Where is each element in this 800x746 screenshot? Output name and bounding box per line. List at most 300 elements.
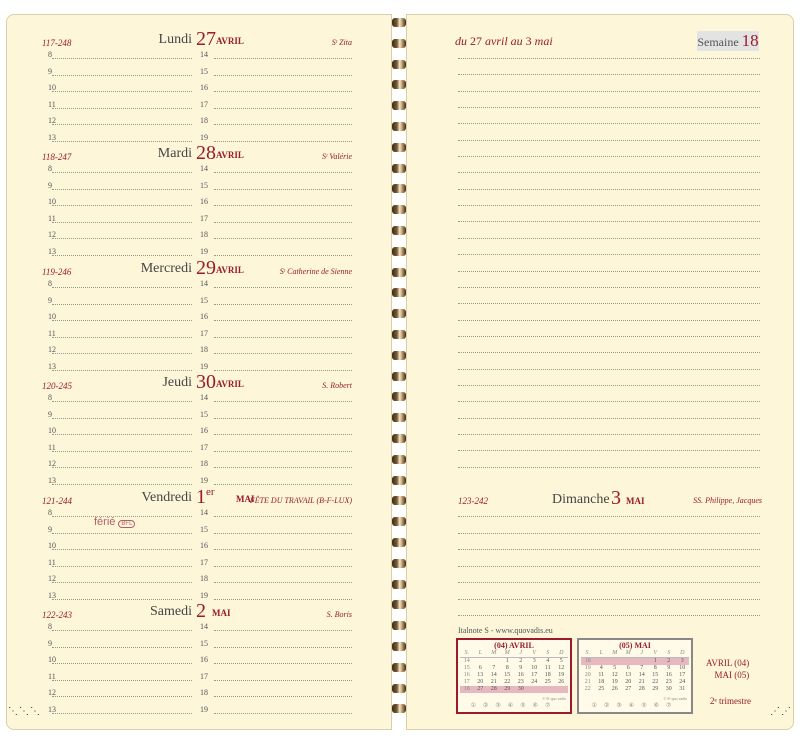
calendar-day: 29	[501, 686, 515, 693]
day-date	[196, 257, 216, 280]
spiral-ring	[392, 80, 406, 89]
calendar-weekday: S.	[460, 650, 474, 658]
calendar-note: © 6ᵉ quo vadis	[542, 696, 566, 701]
hour-label: 17	[200, 213, 208, 223]
calendar-weekday: J	[635, 650, 649, 658]
hour-line[interactable]	[214, 304, 352, 305]
calendar-day	[555, 686, 569, 693]
day-month: AVRIL	[216, 150, 244, 160]
hour-label: 8	[48, 164, 52, 173]
hour-line[interactable]	[214, 418, 352, 419]
hour-label: 19	[200, 361, 208, 371]
holiday-country-icons: BFL	[118, 520, 135, 528]
hour-line[interactable]	[52, 337, 192, 338]
spiral-ring	[392, 101, 406, 110]
hour-line[interactable]	[214, 599, 352, 600]
hour-line[interactable]	[214, 647, 352, 648]
note-line[interactable]	[458, 189, 760, 190]
day-of-year: 119-246	[42, 267, 72, 277]
calendar-day: 13	[477, 672, 484, 678]
hour-line[interactable]	[214, 533, 352, 534]
hour-label: 8	[48, 508, 52, 517]
note-line[interactable]	[458, 221, 760, 222]
hour-line[interactable]	[52, 566, 192, 567]
hour-line[interactable]	[52, 108, 192, 109]
hour-line[interactable]	[214, 630, 352, 631]
hour-label: 12	[48, 459, 56, 468]
hour-line[interactable]	[52, 696, 192, 697]
note-line[interactable]	[458, 336, 760, 337]
hour-label: 10	[48, 197, 56, 206]
calendar-day: 15	[652, 672, 659, 678]
note-line[interactable]	[458, 418, 760, 419]
week-from-day: 27	[470, 34, 482, 48]
calendar-day: 6	[478, 665, 482, 671]
hour-line[interactable]	[52, 549, 192, 550]
hour-line[interactable]	[52, 320, 192, 321]
note-line[interactable]	[458, 107, 760, 108]
day-name: Mardi	[157, 146, 192, 161]
hour-line[interactable]	[52, 647, 192, 648]
spiral-ring	[392, 600, 406, 609]
hour-line[interactable]	[214, 680, 352, 681]
hour-label: 14	[200, 622, 208, 631]
sunday-saint: SS. Philippe, Jacques	[693, 496, 762, 505]
right-page	[406, 14, 794, 730]
calendar-day: 5	[559, 658, 563, 664]
note-line[interactable]	[458, 271, 760, 272]
spiral-ring	[392, 143, 406, 152]
note-line[interactable]	[458, 434, 760, 435]
hour-line[interactable]	[214, 663, 352, 664]
calendar-day: 20	[625, 679, 632, 685]
hour-line[interactable]	[52, 370, 192, 371]
calendar-weekday: S	[662, 650, 676, 658]
day-name: Mercredi	[140, 261, 192, 276]
calendar-weekday: D	[676, 650, 690, 658]
hour-line[interactable]	[52, 58, 192, 59]
calendar-day: 7	[492, 665, 496, 671]
hour-label: 12	[48, 574, 56, 583]
saint-name: Sᵗ Valérie	[321, 152, 352, 161]
calendar-week-number: 14	[463, 658, 470, 664]
note-line[interactable]	[458, 385, 760, 386]
hour-label: 8	[48, 393, 52, 402]
calendar-day: 31	[679, 686, 686, 692]
hour-line[interactable]	[52, 680, 192, 681]
hour-line[interactable]	[214, 434, 352, 435]
week-number: 18	[741, 31, 759, 50]
hour-label: 10	[48, 541, 56, 550]
hour-label: 8	[48, 622, 52, 631]
day-name: Vendredi	[141, 490, 192, 505]
hour-line[interactable]	[52, 91, 192, 92]
hour-line[interactable]	[214, 287, 352, 288]
day-date	[196, 486, 215, 509]
hour-line[interactable]	[214, 108, 352, 109]
spiral-ring	[392, 517, 406, 526]
hour-line[interactable]	[214, 141, 352, 142]
calendar-week-number: 15	[463, 665, 470, 671]
hour-label: 15	[200, 66, 208, 76]
saint-name: S. Boris	[326, 610, 352, 619]
calendar-day: 21	[638, 679, 645, 685]
hour-line[interactable]	[214, 75, 352, 76]
hour-line[interactable]	[214, 451, 352, 452]
hour-label: 15	[200, 524, 208, 534]
spiral-ring	[392, 330, 406, 339]
day-month: AVRIL	[216, 379, 244, 389]
calendar-day: 30	[514, 686, 528, 693]
hour-line[interactable]	[214, 713, 352, 714]
hour-line[interactable]	[214, 370, 352, 371]
spiral-ring	[392, 351, 406, 360]
note-line[interactable]	[458, 91, 760, 92]
note-line[interactable]	[458, 615, 760, 616]
hour-line[interactable]	[214, 320, 352, 321]
note-line[interactable]	[458, 74, 760, 75]
calendar-day: 12	[558, 665, 565, 671]
calendar-week-number: 21	[584, 679, 591, 685]
note-line[interactable]	[458, 320, 760, 321]
hour-label: 12	[48, 345, 56, 354]
hour-line[interactable]	[214, 467, 352, 468]
day-date-value: 30	[196, 371, 216, 393]
hour-label: 13	[48, 475, 56, 485]
note-line[interactable]	[458, 582, 760, 583]
hour-label: 17	[200, 99, 208, 109]
note-line[interactable]	[458, 123, 760, 124]
hour-line[interactable]	[214, 696, 352, 697]
note-line[interactable]	[458, 599, 760, 600]
day-of-year: 120-245	[42, 381, 72, 391]
hour-line[interactable]	[52, 353, 192, 354]
hour-line[interactable]	[52, 205, 192, 206]
calendar-day-dots: ①②③④⑤⑥⑦	[591, 703, 679, 709]
week-from-month: avril	[485, 34, 508, 48]
hour-label: 9	[48, 180, 52, 190]
note-line[interactable]	[458, 303, 760, 304]
spiral-ring	[392, 559, 406, 568]
note-line[interactable]	[458, 58, 760, 59]
hour-label: 12	[48, 230, 56, 239]
hour-line[interactable]	[214, 255, 352, 256]
perforation-mark-left: ⋱⋱⋱	[8, 706, 41, 717]
spiral-ring	[392, 434, 406, 443]
day-of-year: 118-247	[42, 152, 72, 162]
mini-calendar-may	[577, 638, 693, 714]
spiral-ring	[392, 392, 406, 401]
calendar-day: 26	[558, 679, 565, 685]
publisher-footer: Italnote S - www.quovadis.eu	[458, 626, 553, 635]
hour-label: 17	[200, 557, 208, 567]
calendar-day: 27	[474, 686, 488, 693]
hour-label: 11	[48, 557, 56, 567]
hour-label: 13	[48, 361, 56, 371]
day-month: AVRIL	[216, 265, 244, 275]
hour-line[interactable]	[214, 124, 352, 125]
day-date	[196, 600, 206, 623]
day-of-year: 122-243	[42, 610, 72, 620]
spiral-ring	[392, 247, 406, 256]
perforation-mark-right: ⋰⋰	[770, 706, 792, 717]
spiral-ring	[392, 39, 406, 48]
spiral-ring	[392, 684, 406, 693]
calendar-day: 1	[505, 658, 509, 664]
hour-line[interactable]	[52, 713, 192, 714]
saint-name: Sᵗ Zita	[331, 38, 352, 47]
hour-line[interactable]	[214, 566, 352, 567]
hour-label: 13	[48, 704, 56, 714]
hour-label: 9	[48, 638, 52, 648]
hour-label: 8	[48, 279, 52, 288]
hour-line[interactable]	[52, 141, 192, 142]
calendar-day: 23	[517, 679, 524, 685]
calendar-day: 3	[676, 658, 690, 666]
hour-label: 19	[200, 704, 208, 714]
calendar-day-dots: ①②③④⑤⑥⑦	[470, 703, 558, 709]
calendar-weekday: M	[608, 650, 622, 658]
day-date-value: 29	[196, 257, 216, 279]
calendar-day	[528, 686, 542, 693]
hour-line[interactable]	[214, 549, 352, 550]
spiral-ring	[392, 496, 406, 505]
spiral-ring	[392, 455, 406, 464]
calendar-day: 3	[532, 658, 536, 664]
note-line[interactable]	[458, 156, 760, 157]
holiday-label: férié	[94, 516, 116, 528]
calendar-day: 30	[665, 686, 672, 692]
hour-line[interactable]	[52, 287, 192, 288]
hour-line[interactable]	[52, 663, 192, 664]
note-line[interactable]	[458, 450, 760, 451]
hour-label: 15	[200, 638, 208, 648]
calendar-day: 2	[519, 658, 523, 664]
hour-label: 16	[200, 655, 208, 664]
hour-line[interactable]	[214, 401, 352, 402]
day-date-value: 2	[196, 600, 206, 622]
day-block	[42, 257, 352, 381]
calendar-weekday: V	[649, 650, 663, 658]
calendar-day: 8	[653, 665, 657, 671]
spiral-ring	[392, 621, 406, 630]
spiral-ring	[392, 288, 406, 297]
hour-line[interactable]	[214, 238, 352, 239]
hour-line[interactable]	[52, 434, 192, 435]
calendar-day: 7	[640, 665, 644, 671]
spiral-ring	[392, 413, 406, 422]
hour-line[interactable]	[214, 353, 352, 354]
hour-line[interactable]	[52, 599, 192, 600]
week-range	[455, 34, 553, 49]
hour-line[interactable]	[52, 467, 192, 468]
calendar-day: 12	[611, 672, 618, 678]
hour-label: 19	[200, 590, 208, 600]
calendar-day: 29	[652, 686, 659, 692]
hour-line[interactable]	[214, 205, 352, 206]
day-date	[196, 371, 216, 394]
hour-line[interactable]	[52, 189, 192, 190]
side-april: AVRIL (04)	[706, 658, 750, 668]
spiral-ring	[392, 538, 406, 547]
hour-line[interactable]	[214, 91, 352, 92]
calendar-note: © 6ᵉ quo vadis	[663, 696, 687, 701]
note-line[interactable]	[458, 516, 760, 517]
hour-label: 10	[48, 312, 56, 321]
calendar-day: 16	[517, 672, 524, 678]
calendar-day: 16	[665, 672, 672, 678]
hour-line[interactable]	[52, 124, 192, 125]
hour-line[interactable]	[52, 172, 192, 173]
note-line[interactable]	[458, 369, 760, 370]
hour-label: 19	[200, 246, 208, 256]
calendar-weekday: L	[474, 650, 488, 658]
hour-label: 18	[200, 459, 208, 468]
calendar-day	[474, 658, 488, 666]
hour-label: 10	[48, 426, 56, 435]
hour-label: 16	[200, 312, 208, 321]
hour-label: 19	[200, 132, 208, 142]
hour-line[interactable]	[52, 533, 192, 534]
note-line[interactable]	[458, 238, 760, 239]
day-date	[196, 28, 216, 51]
calendar-day: 23	[665, 679, 672, 685]
hour-label: 11	[48, 671, 56, 681]
hour-label: 17	[200, 442, 208, 452]
spiral-ring	[392, 663, 406, 672]
calendar-day: 25	[544, 679, 551, 685]
calendar-day	[487, 658, 501, 666]
hour-label: 14	[200, 508, 208, 517]
hour-line[interactable]	[52, 222, 192, 223]
spiral-ring	[392, 642, 406, 651]
hour-line[interactable]	[214, 189, 352, 190]
note-line[interactable]	[458, 352, 760, 353]
note-line[interactable]	[458, 172, 760, 173]
day-date-value: 27	[196, 28, 216, 50]
note-line[interactable]	[458, 254, 760, 255]
note-line[interactable]	[458, 566, 760, 567]
day-name: Jeudi	[162, 375, 192, 390]
spiral-ring	[392, 372, 406, 381]
saint-name: Sᵗ Catherine de Sienne	[279, 267, 352, 276]
hour-label: 11	[48, 213, 56, 223]
note-line[interactable]	[458, 467, 760, 468]
hour-line[interactable]	[52, 451, 192, 452]
spiral-ring	[392, 184, 406, 193]
hour-label: 19	[200, 475, 208, 485]
mini-calendar-april	[456, 638, 572, 714]
day-month: AVRIL	[216, 36, 244, 46]
hour-label: 18	[200, 230, 208, 239]
calendar-day: 24	[679, 679, 686, 685]
calendar-week-number: 18	[460, 686, 474, 693]
week-badge-label: Semaine	[697, 35, 739, 49]
hour-label: 17	[200, 328, 208, 338]
calendar-day	[595, 658, 609, 666]
hour-label: 13	[48, 132, 56, 142]
sunday-name: Dimanche	[552, 492, 610, 507]
calendar-day: 5	[613, 665, 617, 671]
calendar-day: 2	[662, 658, 676, 666]
calendar-day: 8	[505, 665, 509, 671]
hour-label: 14	[200, 393, 208, 402]
sunday-month: MAI	[626, 496, 645, 506]
hour-line[interactable]	[214, 222, 352, 223]
hour-line[interactable]	[52, 401, 192, 402]
note-line[interactable]	[458, 140, 760, 141]
hour-label: 14	[200, 279, 208, 288]
day-month: MAI	[212, 608, 231, 618]
hour-label: 10	[48, 83, 56, 92]
calendar-weekday: V	[528, 650, 542, 658]
hour-line[interactable]	[52, 75, 192, 76]
hour-line[interactable]	[214, 58, 352, 59]
spiral-ring	[392, 309, 406, 318]
week-mid: au	[510, 34, 523, 48]
calendar-day: 17	[531, 672, 538, 678]
hour-line[interactable]	[52, 255, 192, 256]
side-month-index	[706, 658, 749, 682]
hour-label: 9	[48, 295, 52, 305]
hour-line[interactable]	[214, 172, 352, 173]
calendar-week-number: 19	[584, 665, 591, 671]
hour-label: 16	[200, 197, 208, 206]
hour-line[interactable]	[52, 304, 192, 305]
note-line[interactable]	[458, 533, 760, 534]
calendar-day: 9	[519, 665, 523, 671]
note-line[interactable]	[458, 205, 760, 206]
calendar-weekday: L	[595, 650, 609, 658]
calendar-weekday: J	[514, 650, 528, 658]
calendar-day: 11	[544, 665, 551, 671]
hour-label: 12	[48, 116, 56, 125]
hour-line[interactable]	[52, 484, 192, 485]
hour-line[interactable]	[214, 516, 352, 517]
hour-line[interactable]	[52, 418, 192, 419]
side-may: MAI (05)	[714, 670, 750, 680]
hour-line[interactable]	[52, 238, 192, 239]
day-name: Samedi	[150, 604, 192, 619]
spiral-ring	[392, 60, 406, 69]
hour-label: 16	[200, 83, 208, 92]
week-badge	[697, 31, 759, 51]
hour-label: 15	[200, 180, 208, 190]
note-line[interactable]	[458, 401, 760, 402]
hour-line[interactable]	[52, 630, 192, 631]
hour-label: 16	[200, 541, 208, 550]
hour-line[interactable]	[214, 484, 352, 485]
calendar-day: 28	[638, 686, 645, 692]
calendar-day: 19	[611, 679, 618, 685]
hour-line[interactable]	[214, 582, 352, 583]
note-line[interactable]	[458, 287, 760, 288]
hour-label: 9	[48, 66, 52, 76]
calendar-weekday: M	[501, 650, 515, 658]
calendar-day: 13	[625, 672, 632, 678]
spiral-ring	[392, 476, 406, 485]
day-block	[42, 600, 352, 724]
calendar-day: 20	[477, 679, 484, 685]
day-of-year: 117-248	[42, 38, 72, 48]
day-block	[42, 28, 352, 152]
hour-line[interactable]	[214, 337, 352, 338]
spiral-ring	[392, 205, 406, 214]
spiral-ring	[392, 268, 406, 277]
hour-line[interactable]	[52, 582, 192, 583]
note-line[interactable]	[458, 549, 760, 550]
calendar-day: 22	[504, 679, 511, 685]
